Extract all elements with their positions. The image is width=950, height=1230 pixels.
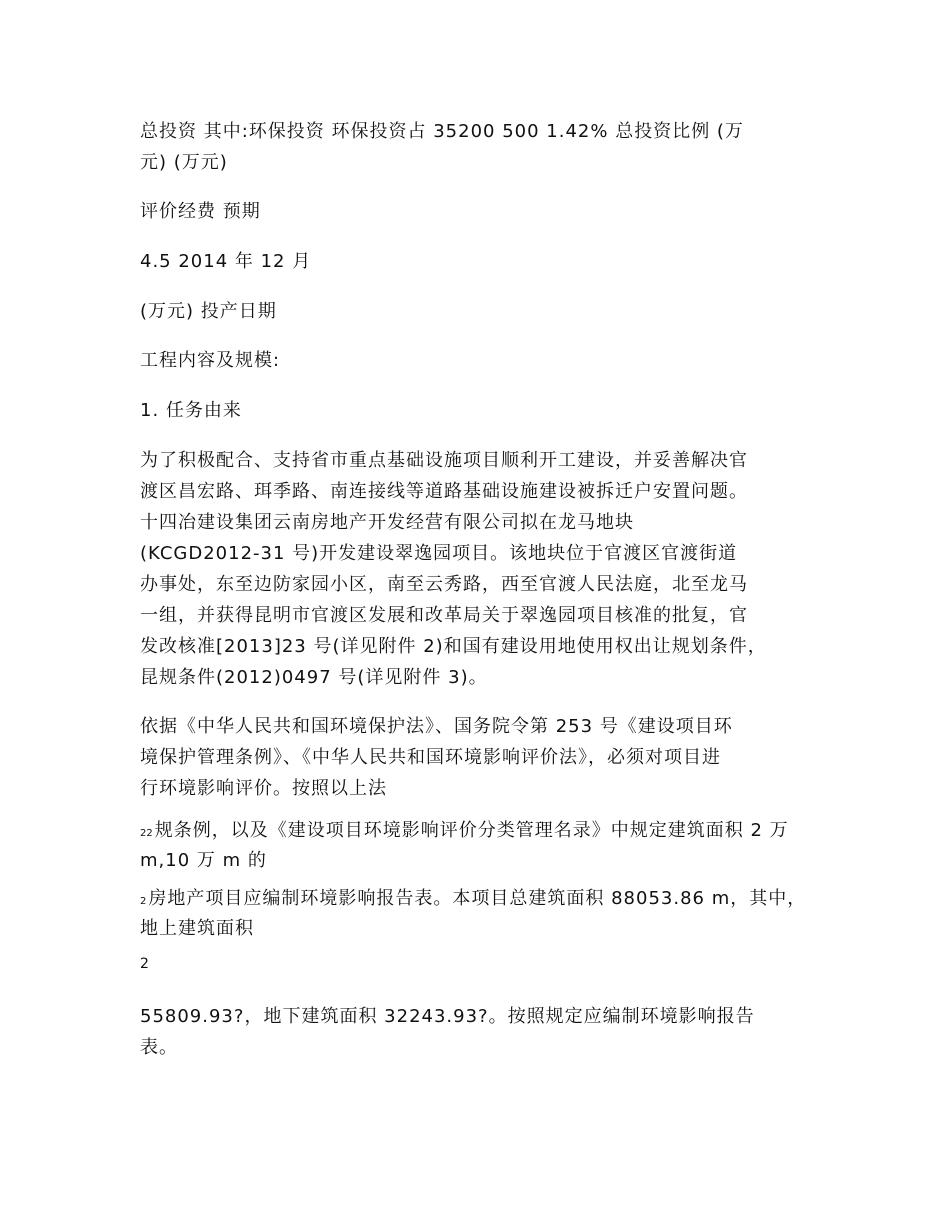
paragraph-line: 渡区昌宏路、珥季路、南连接线等道路基础设施建设被拆迁户安置问题。 [140, 481, 748, 502]
stray-superscript [140, 953, 820, 975]
paragraph-line: 发改核准[2013]23 号(详见附件 2)和国有建设用地使用权出让规划条件， [140, 636, 767, 657]
production-date-label [140, 296, 820, 327]
superscript-marker: 2 [140, 896, 147, 907]
regulation-line-2: m,10 万 m 的 [140, 850, 267, 871]
investment-paragraph [140, 116, 820, 178]
report-line-2: 地上建筑面积 [140, 918, 254, 939]
subsection-heading [140, 395, 820, 426]
paragraph-line: 十四冶建设集团云南房地产开发经营有限公司拟在龙马地块 [140, 512, 634, 533]
paragraph-line: 为了积极配合、支持省市重点基础设施项目顺利开工建设，并妥善解决官 [140, 450, 748, 471]
section-heading-text: 工程内容及规模: [140, 350, 281, 371]
paragraph-line: 依据《中华人民共和国环境保护法》、国务院令第 253 号《建设项目环 [140, 716, 733, 737]
paragraph-line: 一组，并获得昆明市官渡区发展和改革局关于翠逸园项目核准的批复，官 [140, 605, 748, 626]
area-line-2: 表。 [140, 1037, 178, 1058]
subsection-heading-text: 1. 任务由来 [140, 400, 242, 421]
paragraph-line: 行环境影响评价。按照以上法 [140, 778, 387, 799]
production-date-text: (万元) 投产日期 [140, 301, 277, 322]
legal-basis-paragraph [140, 711, 820, 804]
report-requirement-paragraph [140, 885, 820, 942]
evaluation-cost-label [140, 196, 820, 227]
paragraph-line: 境保护管理条例》、《中华人民共和国环境影响评价法》，必须对项目进 [140, 747, 721, 768]
stray-superscript-text: 2 [140, 956, 149, 972]
paragraph-line: 昆规条件(2012)0497 号(详见附件 3)。 [140, 667, 488, 688]
section-heading [140, 345, 820, 376]
investment-line-2: 元) (万元) [140, 152, 228, 173]
investment-line-1: 总投资 其中:环保投资 环保投资占 35200 500 1.42% 总投资比例 (万 [140, 121, 744, 142]
area-line-1: 55809.93?，地下建筑面积 32243.93?。按照规定应编制环境影响报告 [140, 1006, 755, 1027]
regulation-line-1: 规条例，以及《建设项目环境影响评价分类管理名录》中规定建筑面积 2 万 [154, 820, 789, 841]
area-paragraph [140, 1001, 820, 1063]
paragraph-line: 办事处，东至边防家园小区，南至云秀路，西至官渡人民法庭，北至龙马 [140, 574, 748, 595]
date-line [140, 246, 820, 277]
evaluation-cost-text: 评价经费 预期 [140, 201, 261, 222]
regulation-paragraph [140, 817, 820, 874]
paragraph-line [140, 817, 820, 847]
report-line-1: 房地产项目应编制环境影响报告表。本项目总建筑面积 88053.86 m，其中， [148, 888, 807, 909]
superscript-marker: 22 [140, 828, 153, 839]
project-origin-paragraph [140, 445, 820, 693]
paragraph-line [140, 885, 820, 915]
date-text: 4.5 2014 年 12 月 [140, 251, 312, 272]
paragraph-line: (KCGD2012-31 号)开发建设翠逸园项目。该地块位于官渡区官渡街道 [140, 543, 738, 564]
